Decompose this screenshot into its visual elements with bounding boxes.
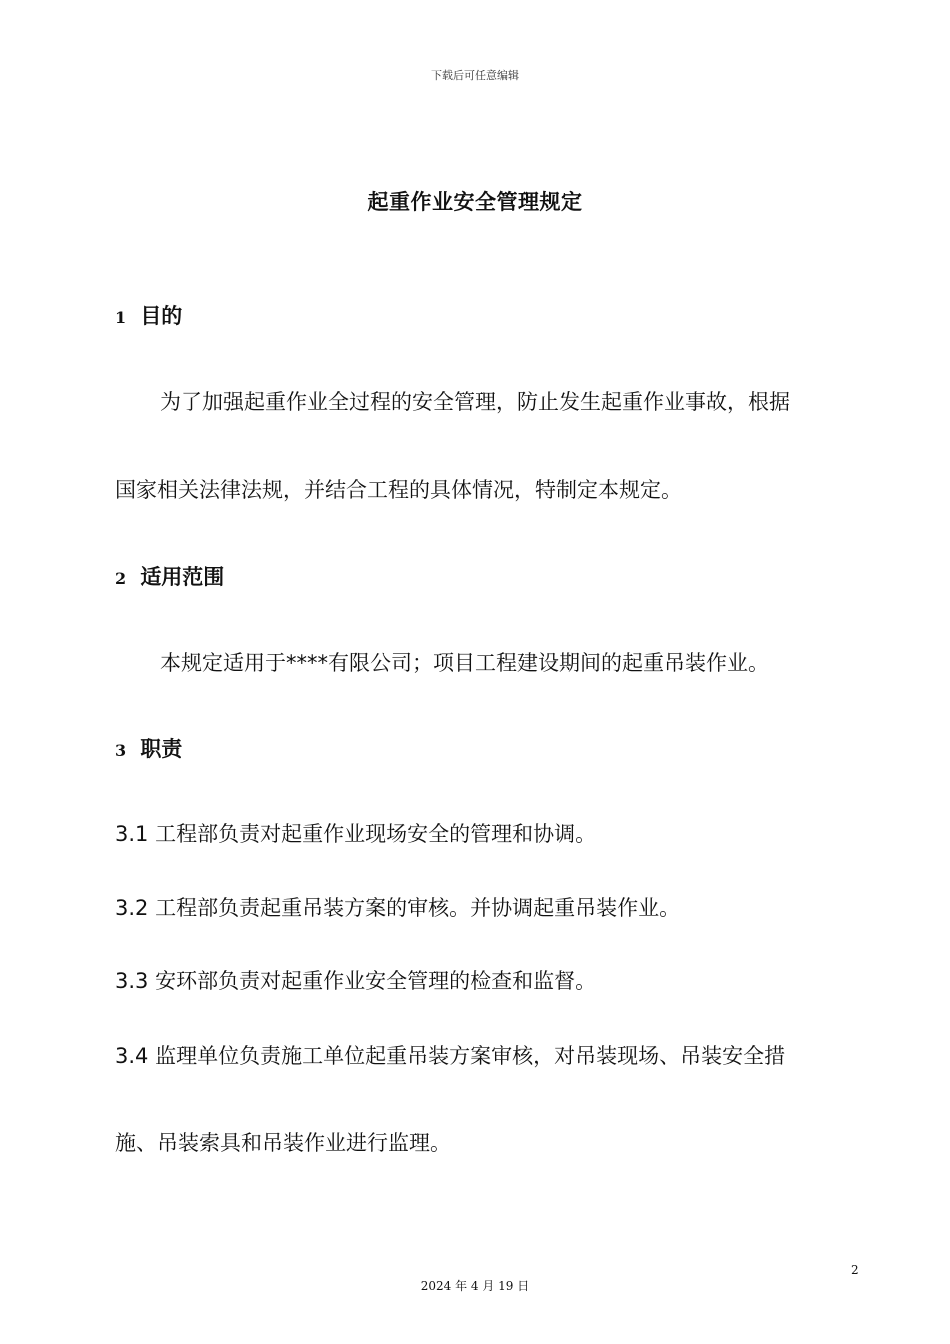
list-item: 3.4 监理单位负责施工单位起重吊装方案审核，对吊装现场、吊装安全措 xyxy=(115,1044,786,1068)
list-item: 3.2 工程部负责起重吊装方案的审核。并协调起重吊装作业。 xyxy=(115,896,681,920)
section-3-heading xyxy=(115,733,182,763)
list-item-continuation: 施、吊装索具和吊装作业进行监理。 xyxy=(115,1131,451,1155)
section-2-heading xyxy=(115,561,224,591)
document-title: 起重作业安全管理规定 xyxy=(367,190,583,214)
paragraph-line: 国家相关法律法规，并结合工程的具体情况，特制定本规定。 xyxy=(115,478,682,502)
section-number: 1 xyxy=(115,308,127,327)
section-number: 3 xyxy=(115,741,127,760)
footer-date: 2024 年 4 月 19 日 xyxy=(420,1279,530,1293)
paragraph-line: 为了加强起重作业全过程的安全管理，防止发生起重作业事故，根据 xyxy=(160,390,790,414)
paragraph-line: 本规定适用于****有限公司；项目工程建设期间的起重吊装作业。 xyxy=(160,651,769,675)
section-number: 2 xyxy=(115,569,127,588)
list-item: 3.3 安环部负责对起重作业安全管理的检查和监督。 xyxy=(115,969,597,993)
section-title: 适用范围 xyxy=(140,565,225,589)
page-number: 2 xyxy=(851,1263,859,1277)
list-item: 3.1 工程部负责对起重作业现场安全的管理和协调。 xyxy=(115,822,597,846)
section-title: 职责 xyxy=(140,737,183,761)
section-1-heading xyxy=(115,300,182,330)
section-title: 目的 xyxy=(140,304,183,328)
header-note: 下载后可任意编辑 xyxy=(431,69,519,82)
